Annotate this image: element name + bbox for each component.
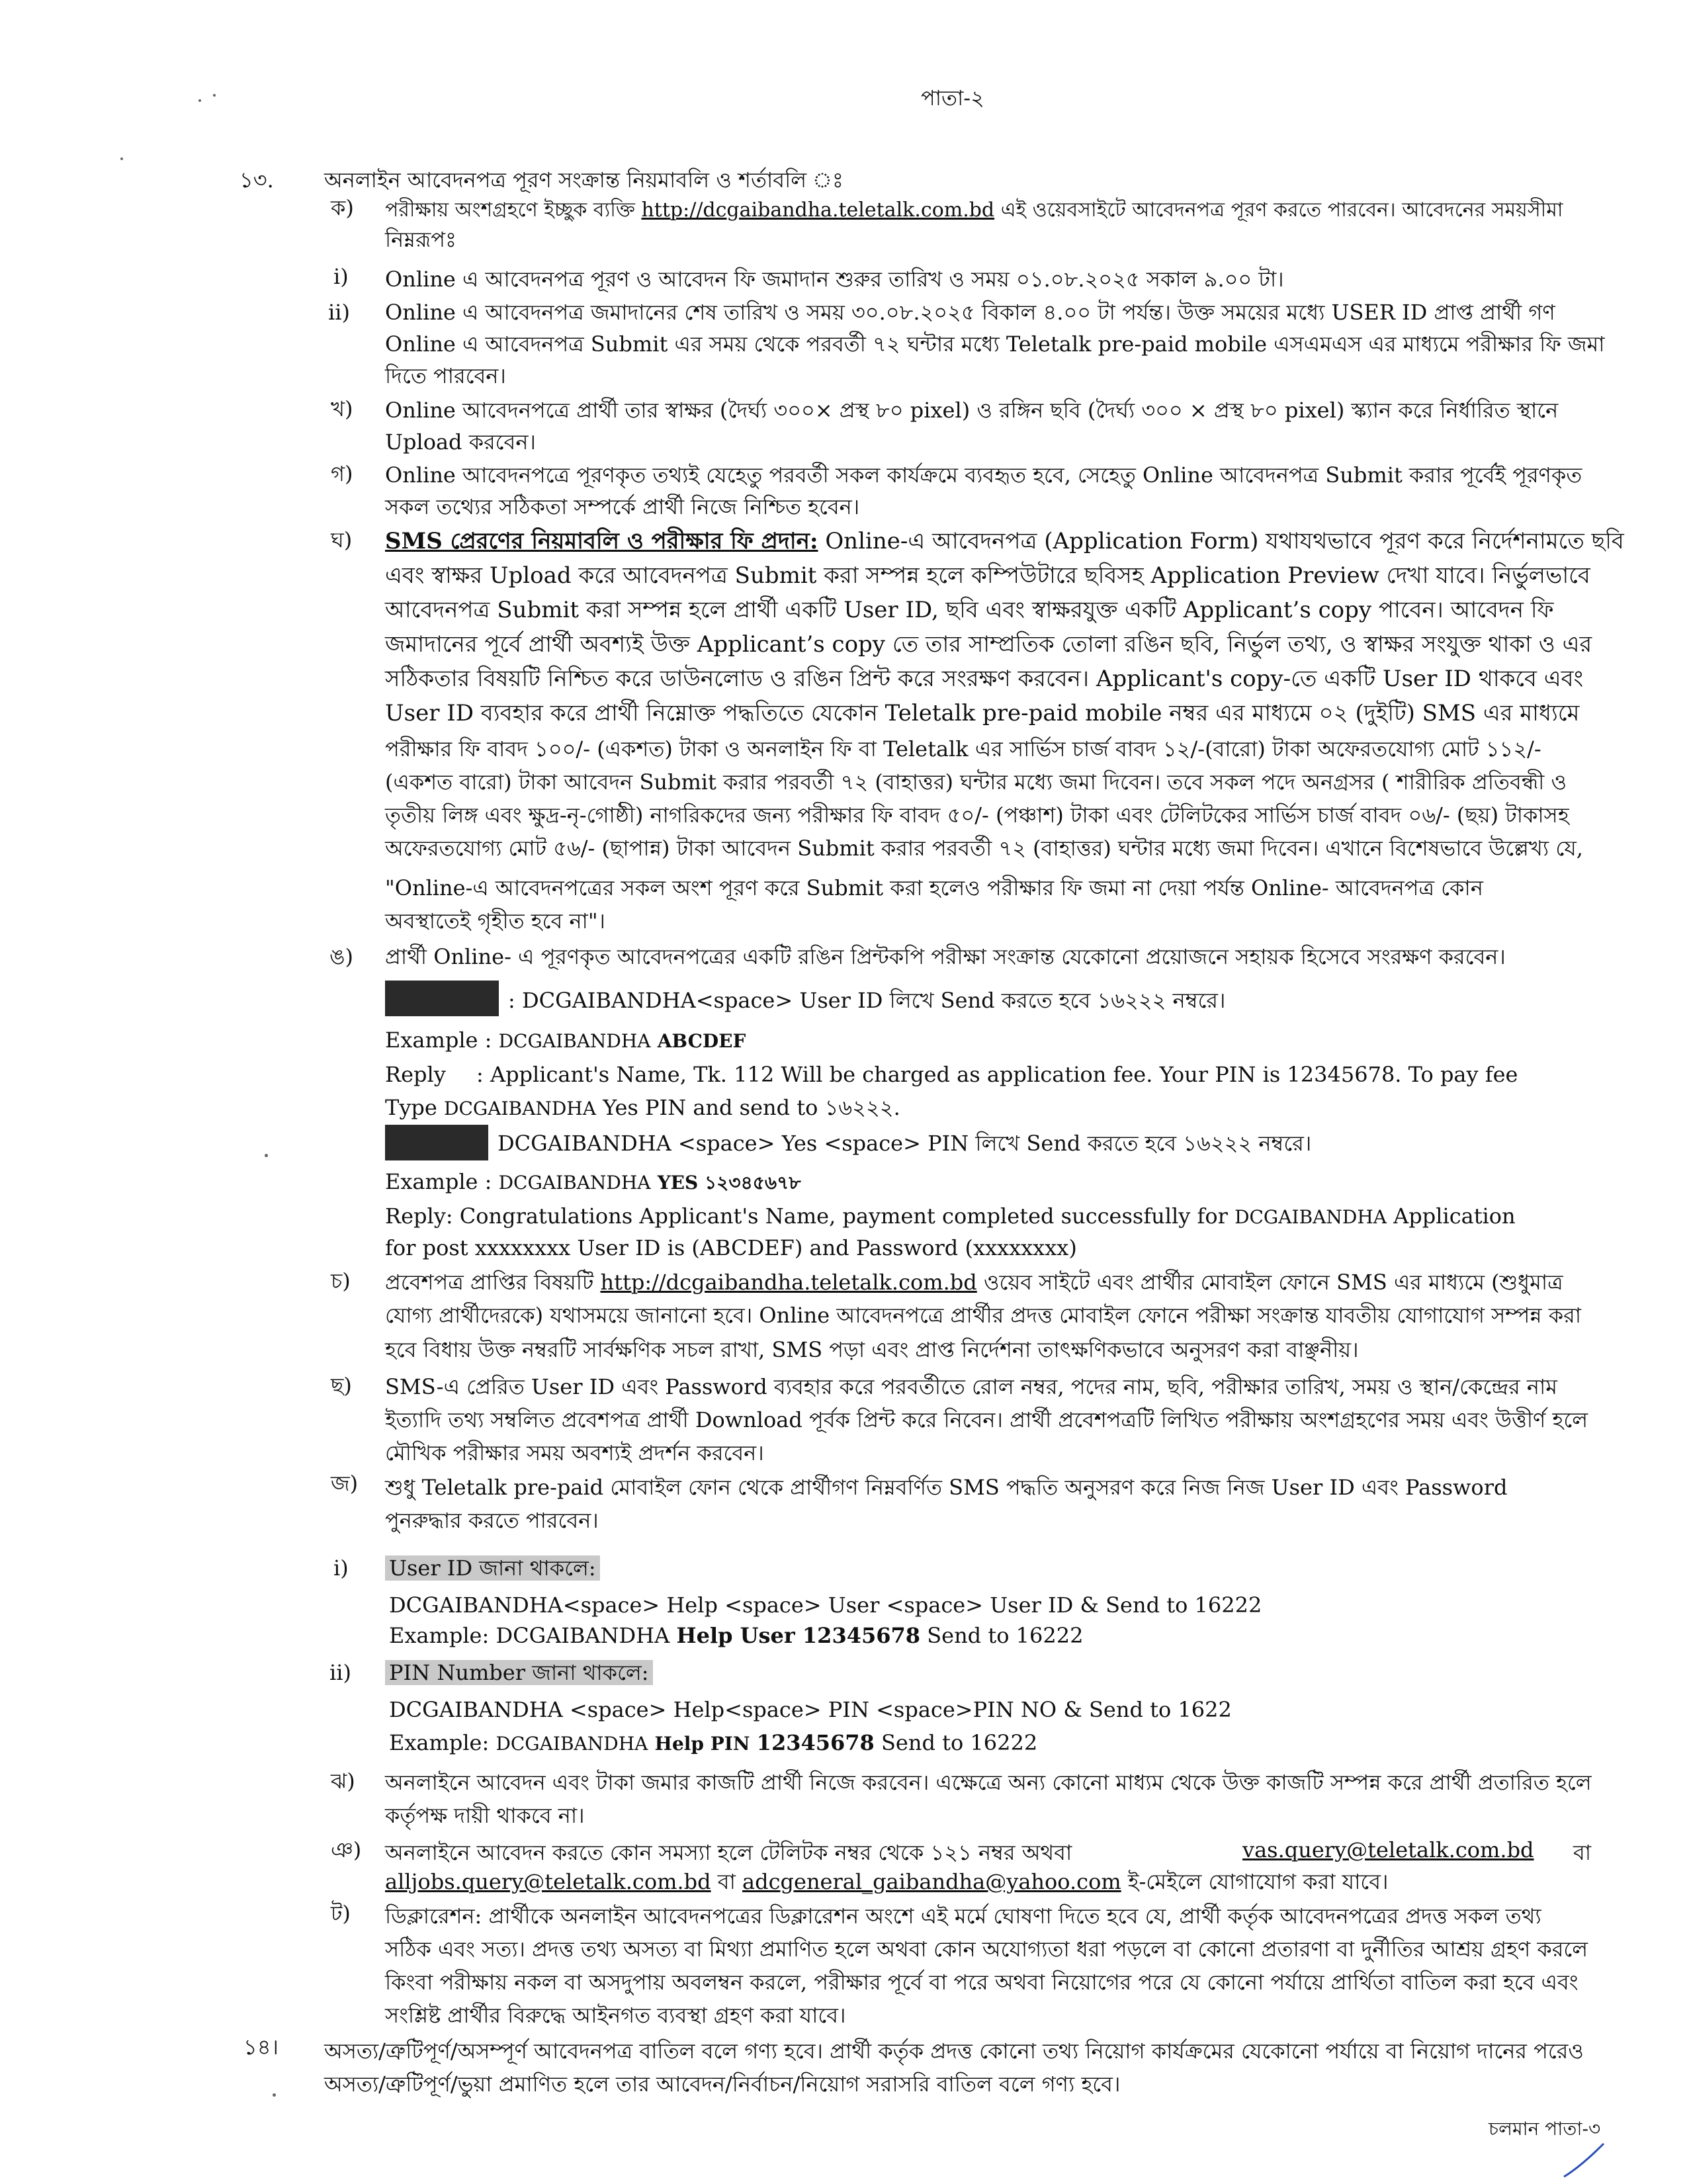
text-bold: 12345678	[756, 1730, 875, 1755]
or-word: বা	[1573, 1840, 1592, 1865]
item-kha-line-1: Online আবেদনপত্রে প্রার্থী তার স্বাক্ষর (দৈর্ঘ্য ৩০০× প্রস্থ ৮০ pixel) ও রঙ্গিন ছবি (দৈর্ঘ্য ৩০০ × প্রস্থ ৮০ pixel) স্ক্যান করে নির্ধারিত স্থানে	[385, 398, 1559, 423]
continued-page-footer: চলমান পাতা-৩	[1489, 2118, 1601, 2140]
item-gha-line-7: পরীক্ষার ফি বাবদ ১০০/- (একশত) টাকা ও অনলাইন ফি বা Teletalk এর সার্ভিস চার্জ বাবদ ১২/-(বারো) টাকা অফেরতযোগ্য মোট ১১২/-	[385, 736, 1541, 762]
item-gha-line-11: "Online-এ আবেদনপত্রের সকল অংশ পূরণ করে Submit করা হলেও পরীক্ষার ফি জমা না দেয়া পর্যন্ত Online- আবেদনপত্র কোন	[385, 875, 1483, 900]
item-gha-line-1	[385, 528, 1624, 554]
item-gha-line-2: এবং স্বাক্ষর Upload করে আবেদনপত্র Submit করা সম্পন্ন হলে কম্পিউটারে ছবিসহ Application Preview দেখা যাবে। নির্ভুলভাবে	[385, 562, 1590, 589]
recover-i-heading	[385, 1555, 600, 1581]
scan-speck	[198, 99, 201, 102]
example-label: Example :	[385, 1027, 492, 1053]
text: Application	[1393, 1203, 1516, 1229]
section-number: ১৩.	[239, 167, 274, 193]
email-link-alljobs[interactable]: alljobs.query@teletalk.com.bd	[385, 1869, 711, 1894]
scan-speck	[213, 94, 216, 97]
item-nya-line-2	[385, 1868, 1389, 1895]
text-bold-small: Help PIN	[654, 1733, 750, 1755]
text: পরীক্ষায় অংশগ্রহণে ইচ্ছুক ব্যক্তি	[385, 198, 635, 222]
item-marker: ঙ)	[329, 944, 353, 969]
redacted-label	[385, 981, 499, 1016]
text: Example:	[389, 1730, 490, 1755]
page-number-header: পাতা-২	[921, 85, 984, 110]
recover-ii-line-2	[389, 1729, 1037, 1757]
section-number: ১৪।	[243, 2034, 279, 2060]
item-i-line-1: Online এ আবেদনপত্র পূরণ ও আবেদন ফি জমাদান শুরুর তারিখ ও সময় ০১.০৮.২০২৫ সকাল ৯.০০ টা।	[385, 267, 1284, 292]
sms-first-instruction: : DCGAIBANDHA<space> User ID লিখে Send করতে হবে ১৬২২২ নম্বরে।	[508, 988, 1226, 1013]
item-gha-line-8: (একশত বারো) টাকা আবেদন Submit করার পরবর্তী ৭২ (বাহাত্তর) ঘন্টার মধ্যে জমা দিবেন। তবে সকল পদে অনগ্রসর ( শারীরিক প্রতিবন্ধী ও	[385, 769, 1567, 795]
item-marker: গ)	[331, 461, 353, 486]
example-prefix: DCGAIBANDHA	[498, 1172, 651, 1194]
item-chha-line-1: SMS-এ প্রেরিত User ID এবং Password ব্যবহার করে পরবর্তীতে রোল নম্বর, পদের নাম, ছবি, পরীক্ষার তারিখ, সময় ও স্থান/কেন্দ্রের নাম	[385, 1374, 1558, 1399]
scan-speck	[265, 1154, 268, 1157]
item-ta-line-2: সঠিক এবং সত্য। প্রদত্ত তথ্য অসত্য বা মিথ্যা প্রমাণিত হলে অথবা কোন অযোগ্যতা ধরা পড়লে বা কোনো প্রতারণা বা দুর্নীতির আশ্রয় গ্রহণ করলে	[385, 1937, 1588, 1962]
text: প্রবেশপত্র প্রাপ্তির বিষয়টি	[385, 1270, 594, 1295]
scan-speck	[273, 2093, 276, 2097]
text: ই-মেইলে যোগাযোগ করা যাবে।	[1127, 1869, 1389, 1894]
item-chha-line-3: মৌখিক পরীক্ষার সময় অবশ্যই প্রদর্শন করবেন।	[385, 1440, 764, 1465]
item-gha-line-12: অবস্থাতেই গৃহীত হবে না"।	[385, 908, 605, 934]
sms-code: DCGAIBANDHA	[444, 1098, 596, 1119]
item-gha-line-3: আবেদনপত্র Submit করা সম্পন্ন হলে প্রার্থী একটি User ID, ছবি এবং স্বাক্ষরযুক্ত একটি Applicant’s copy পাবেন। আবেদন ফি	[385, 597, 1554, 623]
item-gha-line-5: সঠিকতার বিষয়টি নিশ্চিত করে ডাউনলোড ও রঙিন প্রিন্ট করে সংরক্ষণ করবেন। Applicant's copy-তে একটি User ID থাকবে এবং	[385, 666, 1584, 692]
user-id-heading: User ID জানা থাকলে:	[385, 1555, 600, 1581]
item-nya-line-1: অনলাইনে আবেদন করতে কোন সমস্যা হলে টেলিটক নম্বর থেকে ১২১ নম্বর অথবা	[385, 1840, 1072, 1865]
section-title: অনলাইন আবেদনপত্র পূরণ সংক্রান্ত নিয়মাবলি ও শর্তাবলি ঃ	[324, 167, 844, 193]
item-ga-line-1: Online আবেদনপত্রে পূরণকৃত তথ্যই যেহেতু পরবর্তী সকল কার্যক্রমে ব্যবহৃত হবে, সেহেতু Online আবেদনপত্র Submit করার পূর্বেই পূরণকৃত	[385, 462, 1582, 488]
item-marker: ঞ)	[331, 1837, 362, 1862]
text: Example: DCGAIBANDHA	[389, 1623, 670, 1648]
sms-second-instruction: DCGAIBANDHA <space> Yes <space> PIN লিখে Send করতে হবে ১৬২২২ নম্বরে।	[497, 1131, 1312, 1156]
item-marker: ঝ)	[331, 1769, 355, 1794]
item-cha-line-3: হবে বিধায় উক্ত নম্বরটি সার্বক্ষণিক সচল রাখা, SMS পড়া এবং প্রাপ্ত নির্দেশনা তাৎক্ষণিকভাবে অনুসরণ করা বাঞ্ছনীয়।	[385, 1337, 1359, 1362]
example-value: YES ১২৩৪৫৬৭৮	[657, 1172, 801, 1194]
item-gha-line-9: তৃতীয় লিঙ্গ এবং ক্ষুদ্র-নৃ-গোষ্ঠী) নাগরিকদের জন্য পরীক্ষার ফি বাবদ ৫০/- (পঞ্চাশ) টাকা এবং টেলিটকের সার্ভিস চার্জ বাবদ ০৬/- (ছয়) টাকাসহ	[385, 803, 1569, 828]
item-ga-line-2: সকল তথ্যের সঠিকতা সম্পর্কে প্রার্থী নিজে নিশ্চিত হবেন।	[385, 494, 860, 519]
item-marker: ক)	[331, 195, 354, 220]
recover-i-line-1: DCGAIBANDHA<space> Help <space> User <space> User ID & Send to 16222	[389, 1593, 1262, 1618]
text: Type	[385, 1095, 437, 1120]
pen-stroke	[1564, 2144, 1604, 2177]
item-marker: চ)	[331, 1268, 351, 1293]
website-link[interactable]: http://dcgaibandha.teletalk.com.bd	[600, 1270, 977, 1295]
item-ka-line-2: নিম্নরূপঃ	[385, 227, 457, 252]
text: Send to 16222	[927, 1623, 1084, 1648]
redacted-label	[385, 1125, 488, 1160]
section14-line-1: অসত্য/ত্রুটিপূর্ণ/অসম্পূর্ণ আবেদনপত্র বাতিল বলে গণ্য হবে। প্রার্থী কর্তৃক প্রদত্ত কোনো তথ্য নিয়োগ কার্যক্রমের যেকোনো পর্যায়ে বা নিয়োগ দানের পরেও	[324, 2038, 1584, 2064]
text: Reply: Congratulations Applicant's Name, payment completed successfully for	[385, 1203, 1228, 1229]
text: এই ওয়েবসাইটে আবেদনপত্র পূরণ করতে পারবেন। আবেদনের সময়সীমা	[1000, 198, 1563, 222]
item-gha-line-10: অফেরতযোগ্য মোট ৫৬/- (ছাপান্ন) টাকা আবেদন Submit করার পরবর্তী ৭২ (বাহাত্তর) ঘন্টার মধ্যে জমা দিবেন। এখানে বিশেষভাবে উল্লেখ্য যে,	[385, 836, 1583, 861]
example-label: Example :	[385, 1169, 492, 1194]
text: Online-এ আবেদনপত্র (Application Form) যথাযথভাবে পূরণ করে নির্দেশনামতে ছবি	[825, 528, 1624, 554]
or-word: বা	[717, 1869, 736, 1894]
sms-code: DCGAIBANDHA	[496, 1733, 648, 1755]
example-value: ABCDEF	[657, 1030, 746, 1052]
text: ওয়েব সাইটে এবং প্রার্থীর মোবাইল ফোনে SMS এর মাধ্যমে (শুধুমাত্র	[983, 1270, 1563, 1295]
item-ja-line-1: শুধু Teletalk pre-paid মোবাইল ফোন থেকে প্রার্থীগণ নিম্নবর্ণিত SMS পদ্ধতি অনুসরণ করে নিজ নিজ User ID এবং Password	[385, 1475, 1508, 1500]
email-text[interactable]: vas.query@teletalk.com.bd	[1242, 1837, 1534, 1862]
item-jha-line-2: কর্তৃপক্ষ দায়ী থাকবে না।	[385, 1803, 585, 1828]
item-marker: ii)	[328, 300, 350, 325]
email-link-adcgeneral[interactable]: adcgeneral_gaibandha@yahoo.com	[742, 1869, 1121, 1894]
pin-number-heading: PIN Number জানা থাকলে:	[385, 1660, 653, 1685]
text-bold: Help User 12345678	[676, 1623, 921, 1648]
item-kha-line-2: Upload করবেন।	[385, 429, 536, 455]
item-ja-line-2: পুনরুদ্ধার করতে পারবেন।	[385, 1508, 599, 1533]
item-marker: ii)	[329, 1660, 351, 1685]
item-ta-line-1: ডিক্লারেশন: প্রার্থীকে অনলাইন আবেদনপত্রের ডিক্লারেশন অংশে এই মর্মে ঘোষণা দিতে হবে যে, প্রার্থী কর্তৃক আবেদনপত্রের প্রদত্ত সকল তথ্য	[385, 1903, 1541, 1929]
item-ii-line-2: Online এ আবেদনপত্র Submit এর সময় থেকে পরবর্তী ৭২ ঘন্টার মধ্যে Teletalk pre-paid mobile এসএমএস এর মাধ্যমে পরীক্ষার ফি জমা	[385, 331, 1605, 357]
recover-ii-heading	[385, 1659, 653, 1686]
sms-example-2	[385, 1168, 800, 1196]
item-marker: জ)	[331, 1471, 359, 1496]
reply-2-line-1	[385, 1203, 1516, 1231]
example-prefix: DCGAIBANDHA	[498, 1030, 651, 1052]
item-gha-line-4: জমাদানের পূর্বে প্রার্থী অবশ্যই উক্ত Applicant’s copy তে তার সাম্প্রতিক তোলা রঙিন ছবি, নির্ভুল তথ্য, ও স্বাক্ষর সংযুক্ত থাকা ও এর	[385, 631, 1592, 658]
text: Yes PIN and send to ১৬২২২.	[603, 1095, 900, 1120]
item-cha-line-1	[385, 1269, 1563, 1295]
scan-speck	[120, 157, 123, 160]
item-ta-line-3: কিংবা পরীক্ষায় নকল বা অসদুপায় অবলম্বন করলে, পরীক্ষার পূর্বে বা পরে অথবা নিয়োগের পরে যে কোনো পর্যায়ে প্রার্থিতা বাতিল করা হবে এবং	[385, 1970, 1579, 1995]
item-marker: ট)	[331, 1901, 351, 1926]
item-marker: ঘ)	[331, 527, 353, 552]
item-marker: i)	[333, 1555, 349, 1581]
pen-mark	[1561, 2140, 1608, 2179]
website-link[interactable]: http://dcgaibandha.teletalk.com.bd	[641, 198, 995, 222]
item-ii-line-3: দিতে পারবেন।	[385, 363, 506, 388]
item-ii-line-1: Online এ আবেদনপত্র জমাদানের শেষ তারিখ ও সময় ৩০.০৮.২০২৫ বিকাল ৪.০০ টা পর্যন্ত। উক্ত সময়ের মধ্যে USER ID প্রাপ্ত প্রার্থী গণ	[385, 300, 1555, 325]
text: Send to 16222	[881, 1730, 1038, 1755]
recover-ii-line-1: DCGAIBANDHA <space> Help<space> PIN <space>PIN NO & Send to 1622	[389, 1697, 1232, 1722]
item-ta-line-4: সংশ্লিষ্ট প্রার্থীর বিরুদ্ধে আইনগত ব্যবস্থা গ্রহণ করা যাবে।	[385, 2003, 846, 2028]
sms-fee-heading: SMS প্রেরণের নিয়মাবলি ও পরীক্ষার ফি প্রদান:	[385, 528, 818, 554]
item-gha-line-6: User ID ব্যবহার করে প্রার্থী নিম্নোক্ত পদ্ধতিতে যেকোন Teletalk pre-paid mobile নম্বর এর মাধ্যমে ০২ (দুইটি) SMS এর মাধ্যমে	[385, 700, 1580, 726]
reply-1-line-1: : Applicant's Name, Tk. 112 Will be charged as application fee. Your PIN is 12345678. To pay fee	[476, 1062, 1518, 1087]
item-jha-line-1: অনলাইনে আবেদন এবং টাকা জমার কাজটি প্রার্থী নিজে করবেন। এক্ষেত্রে অন্য কোনো মাধ্যম থেকে উক্ত কাজটি সম্পন্ন করে প্রার্থী প্রতারিত হলে	[385, 1770, 1592, 1795]
item-marker: খ)	[331, 396, 353, 421]
sms-example-1	[385, 1027, 746, 1055]
reply-1-line-2	[385, 1094, 900, 1122]
item-cha-line-2: যোগ্য প্রার্থীদেরকে) যথাসময়ে জানানো হবে। Online আবেদনপত্রে প্রার্থীর প্রদত্ত মোবাইল ফোনে পরীক্ষা সংক্রান্ত যাবতীয় যোগাযোগ সম্পন্ন করা	[385, 1303, 1582, 1328]
email-link-vas-query[interactable]	[1242, 1837, 1534, 1863]
item-chha-line-2: ইত্যাদি তথ্য সম্বলিত প্রবেশপত্র প্রার্থী Download পূর্বক প্রিন্ট করে নিবেন। প্রার্থী প্রবেশপত্রটি লিখিত পরীক্ষায় অংশগ্রহণের সময় এবং উত্তীর্ণ হলে	[385, 1407, 1588, 1432]
item-marker: i)	[333, 264, 349, 289]
recover-i-line-2	[389, 1622, 1083, 1649]
reply-2-line-2: for post xxxxxxxx User ID is (ABCDEF) and Password (xxxxxxxx)	[385, 1235, 1077, 1260]
item-marker: ছ)	[331, 1373, 352, 1398]
item-ka-line-1	[385, 197, 1563, 224]
section14-line-2: অসত্য/ত্রুটিপূর্ণ/ভুয়া প্রমাণিত হলে তার আবেদন/নির্বাচন/নিয়োগ সরাসরি বাতিল বলে গণ্য হবে।	[324, 2072, 1121, 2097]
item-uma-line-1: প্রার্থী Online- এ পূরণকৃত আবেদনপত্রের একটি রঙিন প্রিন্টকপি পরীক্ষা সংক্রান্ত যেকোনো প্রয়োজনে সহায়ক হিসেবে সংরক্ষণ করবেন।	[385, 944, 1506, 969]
sms-code: DCGAIBANDHA	[1234, 1206, 1387, 1228]
reply-1-label: Reply	[385, 1062, 446, 1087]
